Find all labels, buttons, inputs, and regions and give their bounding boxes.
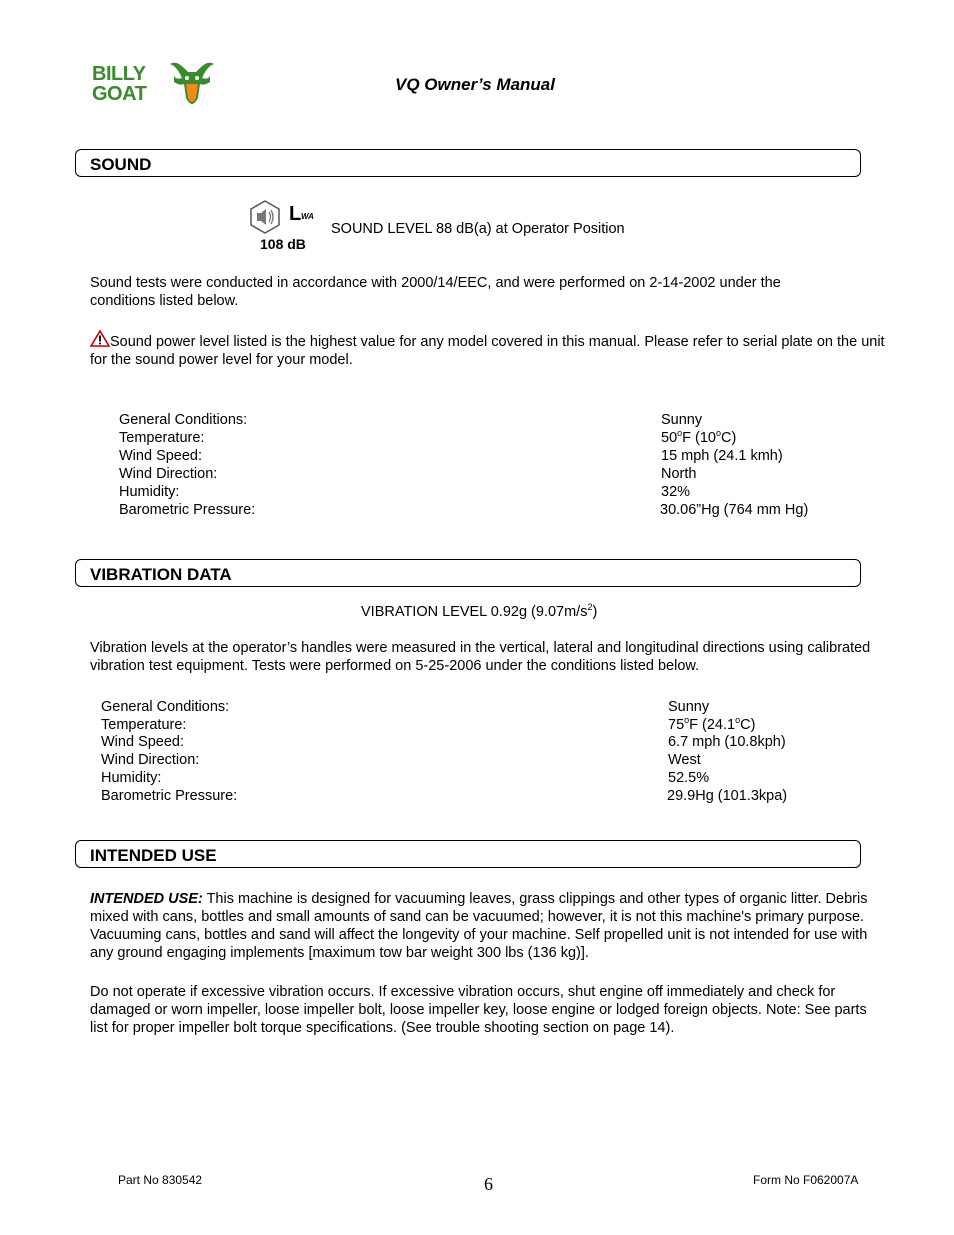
- sound-test-paragraph: Sound tests were conducted in accordance with 2000/14/EEC, and were performed on 2-14-2002 under the conditions listed below.: [90, 275, 781, 309]
- condition-label: Wind Direction:: [101, 752, 200, 768]
- condition-value: 30.06”Hg (764 mm Hg): [660, 502, 809, 518]
- document-title: VQ Owner’s Manual: [395, 75, 555, 94]
- sound-level-text: SOUND LEVEL 88 dB(a) at Operator Position: [331, 221, 625, 237]
- vibration-warning-paragraph: Do not operate if excessive vibration occurs. If excessive vibration occurs, shut engine off immediately and check for damaged or worn impeller, loose impeller bolt, loose impeller key, loose engine or lodged foreign objects. Note: See parts list for proper impeller bolt torque specifications. (See trouble shooting section on page 14).: [90, 984, 867, 1036]
- condition-value: 75$^o$F (24.1$^o$C): [668, 715, 756, 733]
- section-title: SOUND: [90, 155, 152, 174]
- sound-power-badge: [248, 200, 318, 254]
- section-header-vibration: [75, 559, 861, 587]
- page-number: 6: [484, 1174, 493, 1194]
- warning-text: Sound power level listed is the highest value for any model covered in this manual. Please refer to serial plate on the unit for the sound power level for your model.: [90, 334, 885, 368]
- condition-label: General Conditions:: [119, 412, 248, 428]
- condition-value: 50$^o$F (10$^o$C): [661, 428, 737, 446]
- condition-label: Wind Speed:: [101, 734, 185, 750]
- intended-use-paragraph: INTENDED USE: This machine is designed for vacuuming leaves, grass clippings and other types of organic litter. Debris mixed with cans, bottles and small amounts of sand can be vacuumed; however, it is not this machine's primary purpose. Vacuuming cans, bottles and sand will affect the longevity of your machine. Self propelled unit is not intended for use with any ground engaging implements [maximum tow bar weight 300 lbs (136 kg)].: [90, 891, 868, 961]
- condition-label: Humidity:: [119, 484, 180, 500]
- condition-label: Temperature:: [101, 717, 187, 733]
- condition-value: West: [668, 752, 701, 768]
- speaker-icon: [248, 200, 282, 234]
- condition-value: Sunny: [661, 412, 703, 428]
- logo-text-line2: GOAT: [92, 83, 147, 105]
- billy-goat-logo: [92, 58, 222, 112]
- vibration-paragraph: Vibration levels at the operator’s handles were measured in the vertical, lateral and longitudinal directions using calibrated vibration test equipment. Tests were performed on 5-25-2006 under the conditions listed below.: [90, 640, 871, 674]
- intended-use-lead: INTENDED USE:: [90, 891, 203, 907]
- warning-triangle-icon: [90, 330, 110, 347]
- section-title: INTENDED USE: [90, 846, 217, 865]
- section-header-sound: [75, 149, 861, 177]
- condition-value: 29.9Hg (101.3kpa): [667, 788, 788, 804]
- section-title: VIBRATION DATA: [90, 565, 232, 584]
- vibration-level-text: VIBRATION LEVEL 0.92g $(9.07m/s^2)$: [361, 602, 598, 620]
- lwa-symbol: L: [289, 203, 302, 225]
- condition-value: 15 mph (24.1 kmh): [661, 448, 783, 464]
- form-number: Form No F062007A: [753, 1173, 859, 1187]
- condition-label: Humidity:: [101, 770, 162, 786]
- sound-warning-paragraph: [90, 330, 890, 369]
- condition-value: North: [661, 466, 697, 482]
- condition-label: Barometric Pressure:: [101, 788, 238, 804]
- condition-label: Wind Speed:: [119, 448, 203, 464]
- lwa-value: 108 dB: [260, 236, 306, 252]
- condition-label: Temperature:: [119, 430, 205, 446]
- condition-label: General Conditions:: [101, 699, 230, 715]
- condition-value: 6.7 mph (10.8kph): [668, 734, 786, 750]
- goat-head-icon: [166, 58, 218, 112]
- logo-text-line1: BILLY: [92, 63, 146, 85]
- section-header-intended-use: [75, 840, 861, 868]
- condition-value: Sunny: [668, 699, 710, 715]
- part-number: Part No 830542: [118, 1173, 203, 1187]
- condition-label: Wind Direction:: [119, 466, 218, 482]
- condition-value: 52.5%: [668, 770, 710, 786]
- condition-label: Barometric Pressure:: [119, 502, 256, 518]
- lwa-subscript: WA: [301, 212, 314, 221]
- condition-value: 32%: [661, 484, 691, 500]
